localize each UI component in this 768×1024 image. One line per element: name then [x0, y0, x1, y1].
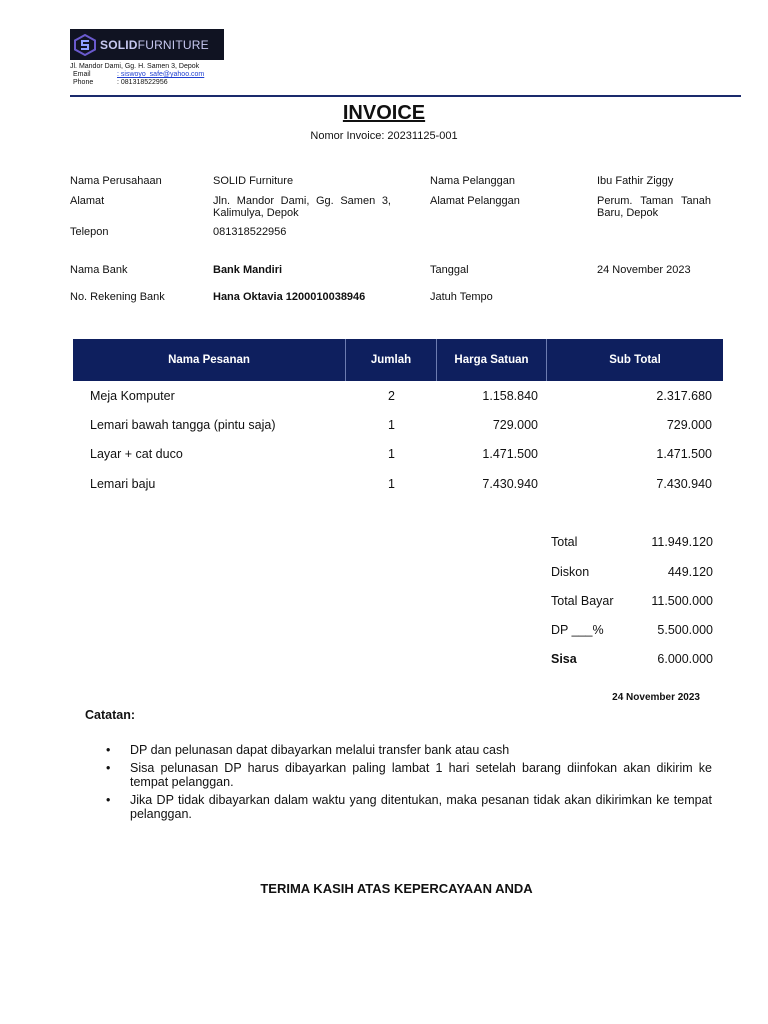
- summary-paid-value: 11.500.000: [651, 594, 713, 608]
- seller-phone-value: 081318522956: [213, 226, 287, 238]
- phone-label: Phone: [73, 79, 94, 86]
- note-item: • Sisa pelunasan DP harus dibayarkan paling lambat 1 hari setelah barang diinfokan akan dikirim ke tempat pelanggan.: [106, 761, 712, 789]
- bank-name-value: Bank Mandiri: [213, 264, 283, 276]
- item-price: 729.000: [492, 418, 538, 432]
- item-qty: 1: [388, 447, 395, 461]
- note-item: • DP dan pelunasan dapat dibayarkan melalui transfer bank atau cash: [106, 743, 712, 757]
- customer-name-label: Nama Pelanggan: [430, 175, 516, 187]
- summary-discount-value: 449.120: [667, 565, 713, 579]
- item-qty: 1: [388, 477, 395, 491]
- bank-account-label: No. Rekening Bank: [70, 291, 165, 303]
- company-address: Jl. Mandor Dami, Gg. H. Samen 3, Depok: [70, 63, 200, 70]
- note-item: • Jika DP tidak dibayarkan dalam waktu yang ditentukan, maka pesanan tidak akan dikirimkan ke tempat pelanggan.: [106, 793, 712, 821]
- seller-company-label: Nama Perusahaan: [70, 175, 162, 187]
- customer-name-value: Ibu Fathir Ziggy: [597, 175, 674, 187]
- summary-dp-label: DP ___%: [551, 623, 604, 637]
- col-header-qty: Jumlah: [346, 339, 437, 381]
- email-link[interactable]: : siswoyo_safe@yahoo.com: [117, 71, 205, 78]
- summary-total-value: 11.949.120: [651, 535, 713, 549]
- company-phone-row: [73, 79, 168, 87]
- col-header-subtotal: Sub Total: [609, 354, 661, 366]
- header-divider: [70, 95, 741, 97]
- invoice-date-label: Tanggal: [430, 264, 469, 276]
- seller-address-value: Jln. Mandor Dami, Gg. Samen 3, Kalimulya, Depok: [213, 195, 391, 219]
- item-qty: 2: [388, 389, 395, 403]
- table-row: [73, 386, 723, 406]
- bank-name-label: Nama Bank: [70, 264, 128, 276]
- signature-date: 24 November 2023: [612, 692, 700, 703]
- phone-value: : 081318522956: [117, 79, 168, 86]
- seller-phone-label: Telepon: [70, 226, 109, 238]
- col-header-item: Nama Pesanan: [73, 339, 346, 381]
- item-subtotal: 2.317.680: [656, 389, 712, 403]
- summary-total-label: Total: [551, 535, 578, 549]
- item-name: Lemari baju: [90, 477, 156, 491]
- item-name: Meja Komputer: [90, 389, 175, 403]
- seller-address-label: Alamat: [70, 195, 105, 207]
- table-row: [73, 444, 723, 464]
- logo-s-icon: [74, 34, 96, 56]
- item-price: 1.158.840: [482, 389, 538, 403]
- thank-you-message: TERIMA KASIH ATAS KEPERCAYAAN ANDA: [260, 881, 533, 896]
- notes-title: Catatan:: [85, 708, 136, 722]
- summary-rest-value: 6.000.000: [657, 652, 713, 666]
- summary-dp: [551, 623, 713, 637]
- invoice-date-value: 24 November 2023: [597, 264, 691, 276]
- item-subtotal: 729.000: [666, 418, 712, 432]
- summary-discount: [551, 565, 713, 579]
- seller-company-value: SOLID Furniture: [213, 175, 294, 187]
- email-label: Email: [73, 71, 91, 78]
- item-price: 7.430.940: [482, 477, 538, 491]
- invoice-title: INVOICE: [342, 102, 426, 124]
- order-table-header: [73, 339, 723, 381]
- company-logo: [70, 29, 224, 60]
- item-subtotal: 1.471.500: [656, 447, 712, 461]
- summary-rest: [551, 652, 713, 666]
- item-price: 1.471.500: [482, 447, 538, 461]
- company-email-row: [73, 71, 204, 79]
- bank-account-value: Hana Oktavia 1200010038946: [213, 291, 366, 303]
- summary-total: [551, 535, 713, 549]
- summary-discount-label: Diskon: [551, 565, 590, 579]
- item-subtotal: 7.430.940: [656, 477, 712, 491]
- table-row: [73, 474, 723, 494]
- due-date-label: Jatuh Tempo: [430, 291, 493, 303]
- notes-list: [106, 743, 712, 825]
- col-header-price: Harga Satuan: [437, 339, 547, 381]
- summary-rest-label: Sisa: [551, 652, 577, 666]
- summary-paid: [551, 594, 713, 608]
- item-qty: 1: [388, 418, 395, 432]
- summary-paid-label: Total Bayar: [551, 594, 614, 608]
- item-name: Layar + cat duco: [90, 447, 183, 461]
- summary-dp-value: 5.500.000: [657, 623, 713, 637]
- customer-address-value: Perum. Taman Tanah Baru, Depok: [597, 195, 711, 219]
- logo-text: SOLIDFURNITURE: [100, 37, 209, 52]
- customer-address-label: Alamat Pelanggan: [430, 195, 520, 207]
- table-row: [73, 415, 723, 435]
- item-name: Lemari bawah tangga (pintu saja): [90, 418, 276, 432]
- invoice-number: Nomor Invoice: 20231125-001: [310, 130, 458, 142]
